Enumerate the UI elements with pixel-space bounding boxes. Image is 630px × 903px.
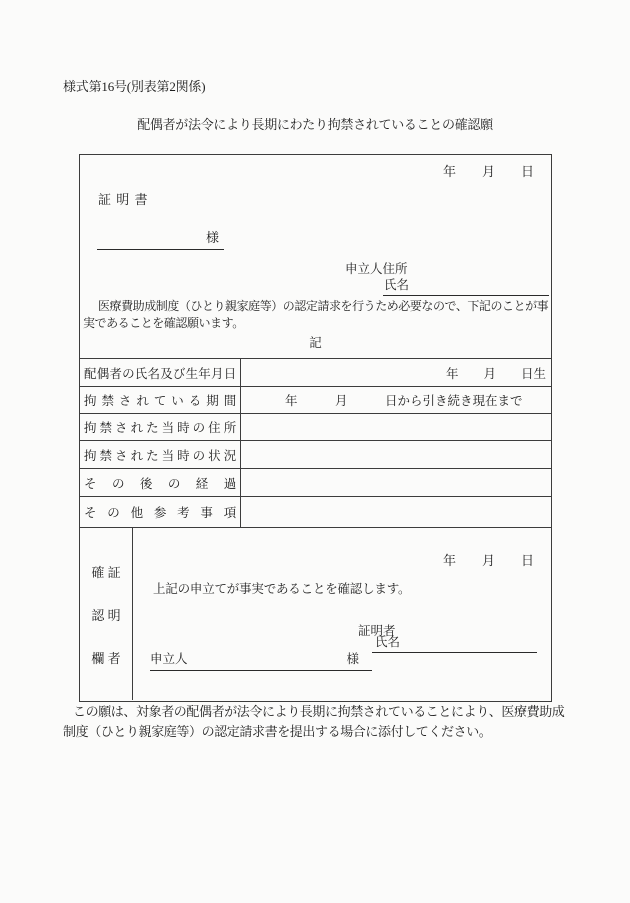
applicant-suffix: 様 [346, 652, 359, 666]
confirmation-side-label: 確 証 認 明 欄 者 [80, 528, 133, 700]
applicant-address-label: 申立人住所 [345, 262, 408, 276]
applicant-label: 申立人 [150, 652, 188, 666]
certificate-date-field: 年 月 日 [442, 164, 534, 179]
addressee-underline: 様 [97, 227, 224, 250]
row-label: 拘 禁 さ れ た 当 時 の 状 況 [84, 448, 236, 463]
certifier-label: 証明者 [358, 624, 396, 638]
certificate-box [79, 154, 552, 702]
row-value: 年 月 日から引き続き現在まで [285, 394, 523, 408]
row-label: そ の 他 参 考 事 項 [84, 506, 236, 520]
form-number: 様式第16号(別表第2関係) [63, 79, 206, 94]
document-title: 配偶者が法令により長期にわたり拘禁されていることの確認願 [137, 117, 493, 132]
table-row [80, 441, 551, 469]
table-row [80, 414, 551, 441]
certificate-section [80, 155, 551, 359]
table-row [80, 469, 551, 497]
request-statement-line2: 実であることを確認願います。 [83, 316, 244, 330]
row-label: 配偶者の氏名及び生年月日 [84, 366, 236, 381]
confirmation-date-field: 年 月 日 [442, 553, 534, 568]
row-value [241, 414, 551, 440]
row-value [241, 469, 551, 496]
table-row [80, 387, 551, 414]
row-label: 拘 禁 さ れ て い る 期 間 [84, 394, 236, 408]
row-value [241, 441, 551, 468]
request-statement-line1: 医療費助成制度（ひとり親家庭等）の認定請求を行うため必要なので、下記のことが事 [98, 299, 549, 313]
confirmation-section [80, 528, 551, 700]
row-value: 年 月 日生 [445, 366, 546, 381]
confirmation-body [133, 528, 551, 700]
applicant-name-underline: 氏名 [383, 275, 549, 296]
footer-note [63, 702, 567, 741]
table-row [80, 497, 551, 528]
table-row [80, 359, 551, 387]
confirmation-statement: 上記の申立てが事実であることを確認します。 [153, 582, 411, 596]
applicant-underline [150, 649, 372, 671]
row-value [241, 497, 551, 527]
footer-note-line1: この願は、対象者の配偶者が法令により長期に拘禁されていることにより、医療費助成 [73, 704, 565, 719]
certifier-name-underline: 氏名 [372, 632, 537, 653]
row-label: そ の 後 の 経 過 [84, 476, 236, 491]
certificate-heading: 証 明 書 [98, 192, 149, 207]
record-heading: 記 [309, 336, 322, 350]
row-label: 拘 禁 さ れ た 当 時 の 住 所 [84, 421, 236, 435]
footer-note-line2: 制度（ひとり親家庭等）の認定請求書を提出する場合に添付してください。 [63, 723, 492, 739]
detail-table [80, 359, 551, 528]
